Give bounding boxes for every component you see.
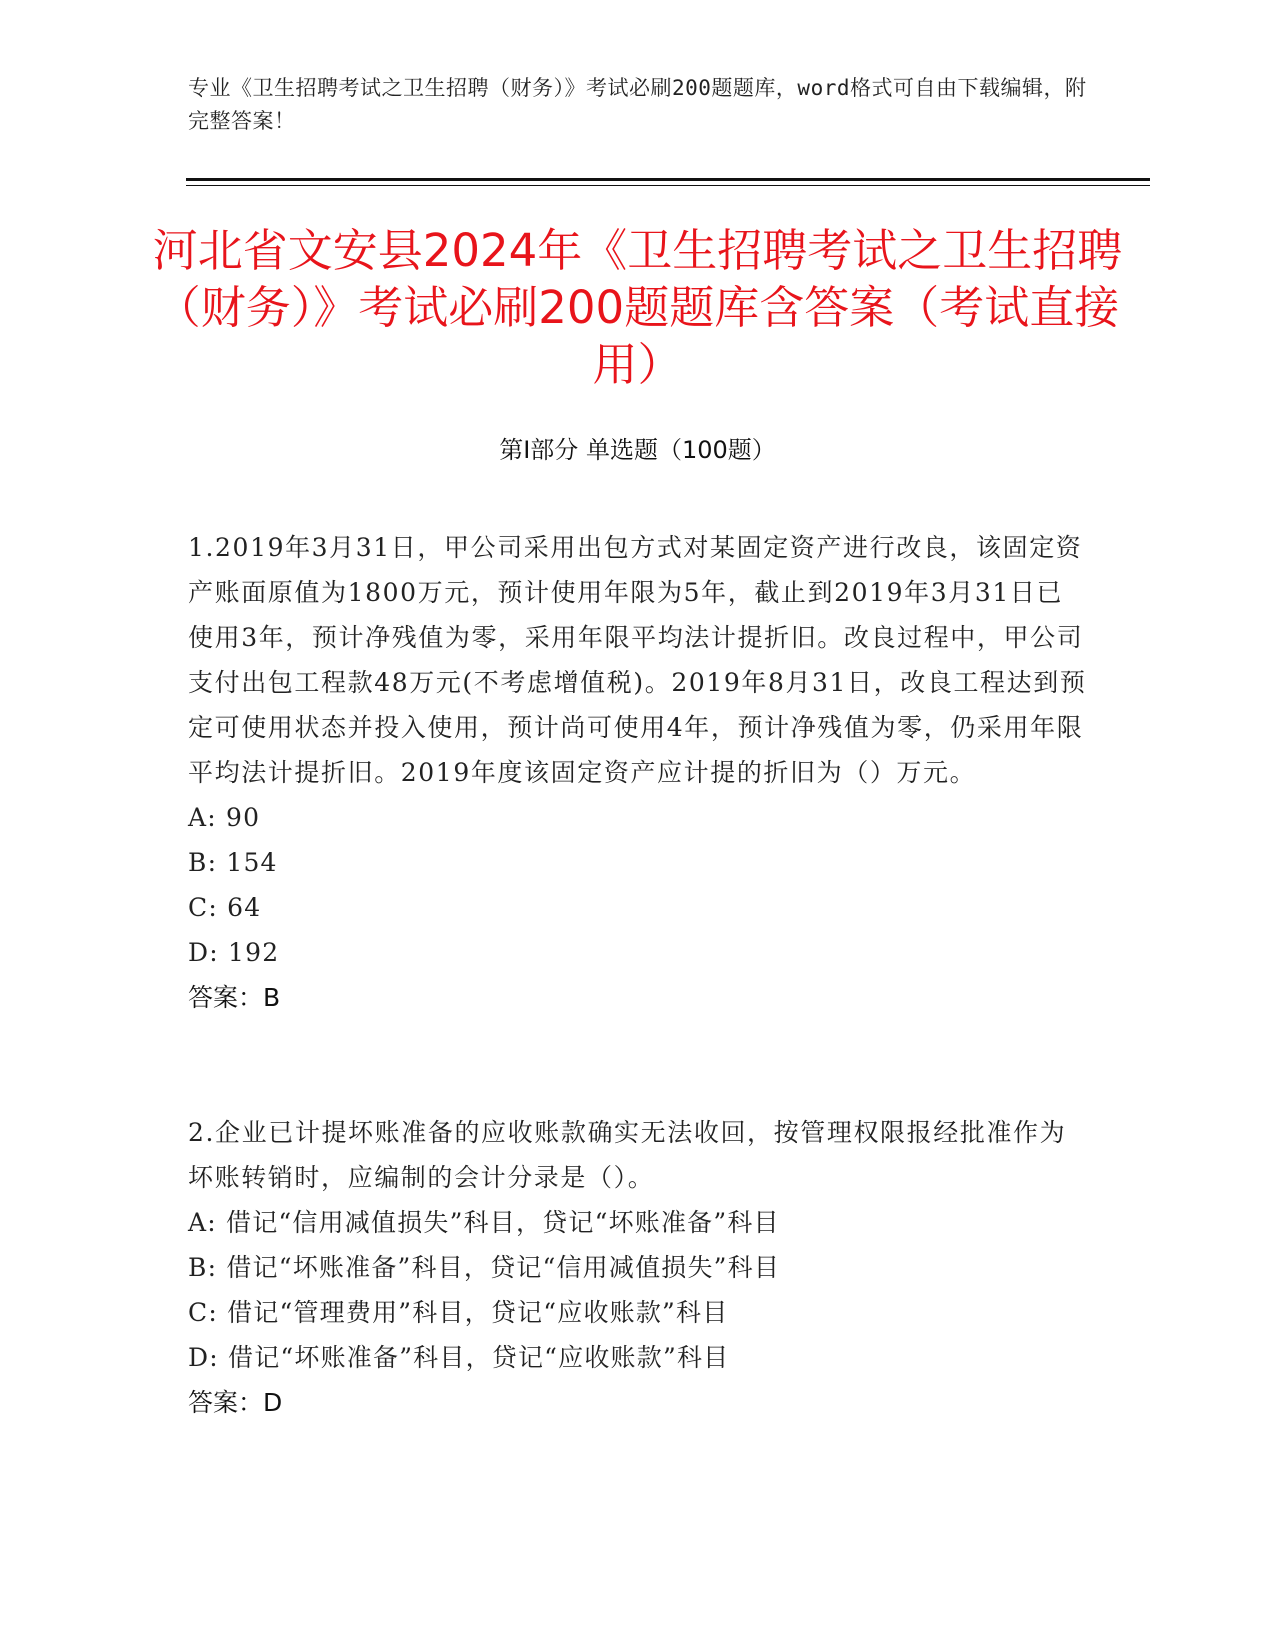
header-divider-thick [186,178,1150,181]
header-divider-thin [186,185,1150,186]
option-a: A: 90 [188,803,261,832]
question-stem: 1.2019年3月31日，甲公司采用出包方式对某固定资产进行改良，该固定资产账面原值为1800万元，预计使用年限为5年，截止到2019年3月31日已使用3年，预计净残值为零，采用年限平均法计提折旧。改良过程中，甲公司支付出包工程款48万元(不考虑增值税)。2019年8月31日，改良工程达到预定可使用状态并投入使用，预计尚可使用4年，预计净残值为零，仍采用年限平均法计提折旧。2019年度该固定资产应计提的折旧为（）万元。 [188,533,1087,787]
option-b: B: 借记“坏账准备”科目，贷记“信用减值损失”科目 [188,1253,781,1282]
question-1 [188,525,1088,1020]
answer: 答案：B [188,983,281,1012]
question-stem: 2.企业已计提坏账准备的应收账款确实无法收回，按管理权限报经批准作为坏账转销时，应编制的会计分录是（）。 [188,1118,1067,1192]
document-title: 河北省文安县2024年《卫生招聘考试之卫生招聘（财务）》考试必刷200题题库含答案（考试直接用） [152,224,1123,391]
option-c: C: 借记“管理费用”科目，贷记“应收账款”科目 [188,1298,729,1327]
question-2 [188,1110,1088,1425]
option-b: B: 154 [188,848,278,877]
option-c: C: 64 [188,893,262,922]
answer: 答案：D [188,1388,283,1417]
option-d: D: 192 [188,938,280,967]
option-d: D: 借记“坏账准备”科目，贷记“应收账款”科目 [188,1343,730,1372]
header-note: 专业《卫生招聘考试之卫生招聘（财务）》考试必刷200题题库，word格式可自由下载编辑，附完整答案！ [188,76,1087,133]
option-a: A: 借记“信用减值损失”科目，贷记“坏账准备”科目 [188,1208,780,1237]
section-title: 第I部分 单选题（100题） [499,436,776,464]
